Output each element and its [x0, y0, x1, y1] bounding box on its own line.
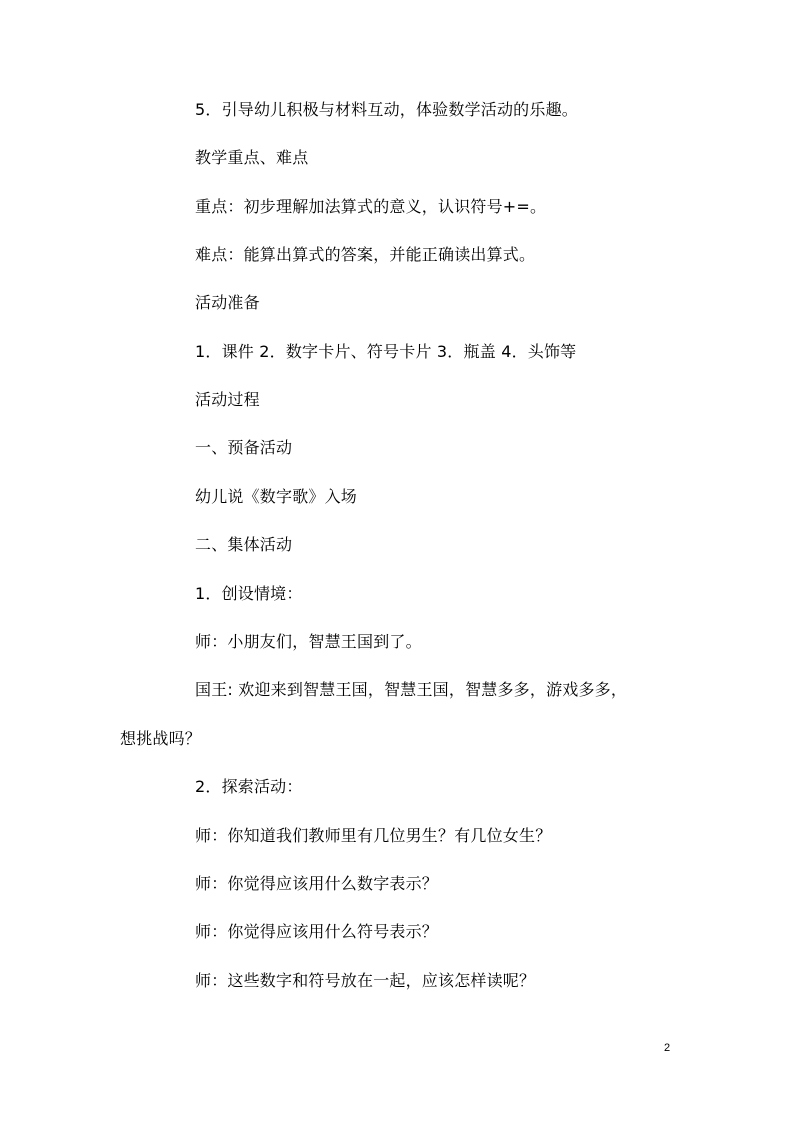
- section-heading-process: 活动过程: [195, 390, 260, 409]
- difficulty-line: 难点：能算出算式的答案，并能正确读出算式。: [195, 245, 536, 264]
- teacher-question-1: 师：你知道我们教师里有几位男生？有几位女生？: [195, 826, 552, 845]
- teacher-question-4: 师：这些数字和符号放在一起，应该怎样读呢？: [195, 971, 536, 990]
- step-2-heading: 2．探索活动：: [195, 777, 303, 796]
- preparation-items-line: 1．课件 2．数字卡片、符号卡片 3．瓶盖 4．头饰等: [195, 342, 577, 361]
- teacher-question-3: 师：你觉得应该用什么符号表示？: [195, 922, 439, 941]
- subheading-group-activity: 二、集体活动: [195, 535, 293, 554]
- section-heading-preparation: 活动准备: [195, 293, 260, 312]
- section-heading-key-points: 教学重点、难点: [195, 148, 309, 167]
- step-1-heading: 1．创设情境：: [195, 584, 303, 603]
- king-line: 国王: 欢迎来到智慧王国，智慧王国，智慧多多，游戏多多，: [195, 680, 628, 699]
- key-point-line: 重点：初步理解加法算式的意义，认识符号+=。: [195, 197, 547, 216]
- warmup-line: 幼儿说《数字歌》入场: [195, 487, 358, 506]
- teacher-question-2: 师：你觉得应该用什么数字表示？: [195, 874, 439, 893]
- subheading-warmup: 一、预备活动: [195, 438, 293, 457]
- king-line-continuation: 想挑战吗？: [120, 729, 202, 748]
- objective-5-line: 5．引导幼儿积极与材料互动，体验数学活动的乐趣。: [195, 100, 578, 119]
- teacher-line-1: 师：小朋友们，智慧王国到了。: [195, 632, 422, 651]
- page-number: 2: [664, 1042, 671, 1054]
